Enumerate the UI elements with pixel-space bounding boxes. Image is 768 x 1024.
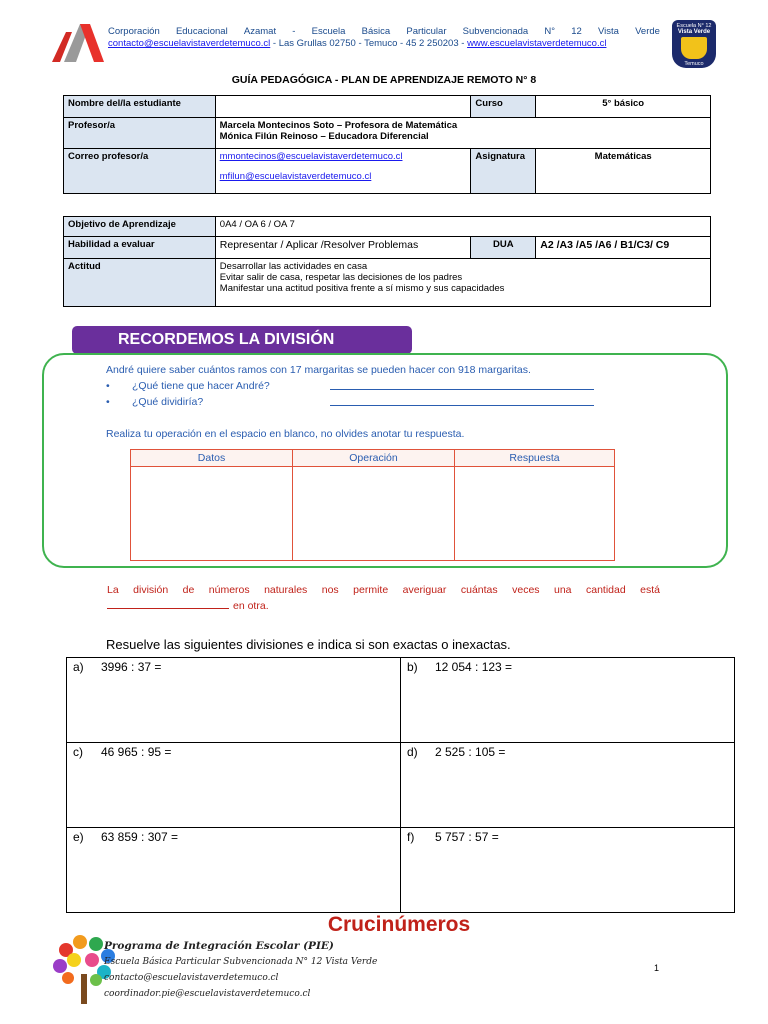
header-word: Escuela	[311, 26, 346, 37]
exercise-label: c)	[73, 745, 83, 759]
column-header-datos: Datos	[131, 450, 293, 467]
exercise-f[interactable]	[401, 828, 735, 913]
attitude-label: Actitud	[64, 259, 216, 307]
table-row	[64, 259, 711, 307]
answer-line-2[interactable]	[330, 394, 594, 406]
exercise-expr: 12 054 : 123 =	[435, 660, 513, 674]
header-word: -	[292, 26, 296, 37]
exercise-instruction: Resuelve las siguientes divisiones e indica si son exactas o inexactas.	[106, 637, 511, 652]
definition-end: en otra.	[233, 600, 269, 612]
dua-value: A2 /A3 /A5 /A6 / B1/C3/ C9	[536, 237, 711, 259]
pie-email-2[interactable]: coordinador.pie@escuelavistaverdetemuco.cl	[104, 989, 311, 999]
exercise-a[interactable]	[67, 658, 401, 743]
exercise-expr: 5 757 : 57 =	[435, 830, 499, 844]
problem-text	[106, 362, 666, 410]
school-crest	[672, 20, 716, 68]
header-word: 12	[571, 26, 582, 37]
teacher-label: Profesor/a	[64, 118, 216, 149]
course-label: Curso	[471, 96, 536, 118]
school-header	[108, 26, 660, 50]
attitude-2: Evitar salir de casa, respetar las decisiones de los padres	[219, 272, 463, 283]
crest-bottom-text: Temuco	[684, 61, 704, 67]
header-word: Subvencionada	[462, 26, 529, 37]
column-header-respuesta: Respuesta	[455, 450, 615, 467]
crest-shield-icon	[681, 37, 707, 59]
question-1: ¿Qué tiene que hacer André?	[132, 380, 270, 392]
table-row	[64, 96, 711, 118]
exercise-expr: 63 859 : 307 =	[101, 830, 179, 844]
teacher-1: Marcela Montecinos Soto – Profesora de Matemática	[219, 120, 458, 131]
answer-line-1[interactable]	[330, 378, 594, 390]
table-row	[67, 658, 735, 743]
definition-blank[interactable]	[107, 599, 229, 609]
teacher-2: Mónica Filún Reinoso – Educadora Diferencial	[219, 131, 429, 142]
column-header-operacion: Operación	[293, 450, 455, 467]
crest-title: Vista Verde	[677, 29, 711, 35]
subject-label: Asignatura	[471, 149, 536, 194]
header-word: Educacional	[175, 26, 228, 37]
exercise-label: a)	[73, 660, 84, 674]
exercise-expr: 3996 : 37 =	[101, 660, 162, 674]
teacher-names	[215, 118, 710, 149]
teacher-email-2[interactable]: mfilun@escuelavistaverdetemuco.cl	[219, 171, 372, 182]
instruction-text: Realiza tu operación en el espacio en blanco, no olvides anotar tu respuesta.	[106, 428, 465, 440]
header-word: Corporación	[108, 26, 160, 37]
table-row	[64, 118, 711, 149]
skill-label: Habilidad a evaluar	[64, 237, 216, 259]
azamat-logo	[50, 22, 104, 64]
course-value: 5° básico	[536, 96, 711, 118]
subject-value: Matemáticas	[536, 149, 711, 194]
table-row	[131, 467, 615, 561]
crest-top-text: Escuela N° 12	[676, 23, 712, 29]
website-link[interactable]: www.escuelavistaverdetemuco.cl	[467, 38, 607, 49]
objectives-table	[63, 216, 711, 307]
exercise-b[interactable]	[401, 658, 735, 743]
exercise-label: e)	[73, 830, 84, 844]
teacher-emails	[215, 149, 471, 194]
exercise-expr: 2 525 : 105 =	[435, 745, 506, 759]
page-number: 1	[654, 963, 660, 973]
datos-cell[interactable]	[131, 467, 293, 561]
header-word: Básica	[361, 26, 391, 37]
contact-line	[108, 38, 660, 50]
exercise-e[interactable]	[67, 828, 401, 913]
header-word: N°	[544, 26, 556, 37]
pie-email-1[interactable]: contacto@escuelavistaverdetemuco.cl	[104, 973, 279, 983]
document-title: GUÍA PEDAGÓGICA - PLAN DE APRENDIZAJE REMOTO N° 8	[231, 74, 537, 86]
question-2: ¿Qué dividiría?	[132, 396, 204, 408]
header-word: Azamat	[243, 26, 277, 37]
table-row	[64, 237, 711, 259]
bullet-icon: •	[106, 396, 110, 408]
contact-email-link[interactable]: contacto@escuelavistaverdetemuco.cl	[108, 38, 271, 49]
bullet-icon: •	[106, 380, 110, 392]
student-label: Nombre del/la estudiante	[64, 96, 216, 118]
objective-value: 0A4 / OA 6 / OA 7	[215, 217, 710, 237]
question-row-1	[106, 378, 666, 394]
header-word: Verde	[635, 26, 660, 37]
table-row	[67, 743, 735, 828]
student-info-table	[63, 95, 711, 194]
definition-line-1: La división de números naturales nos permite averiguar cuántas veces una cantidad está	[107, 584, 660, 596]
operacion-cell[interactable]	[293, 467, 455, 561]
skill-value: Representar / Aplicar /Resolver Problemas	[215, 237, 471, 259]
pie-title: Programa de Integración Escolar (PIE)	[104, 940, 334, 952]
pie-school: Escuela Básica Particular Subvencionada N° 12 Vista Verde	[104, 957, 378, 967]
table-row	[67, 828, 735, 913]
exercise-label: b)	[407, 660, 418, 674]
attitude-values	[215, 259, 710, 307]
exercise-d[interactable]	[401, 743, 735, 828]
question-row-2	[106, 394, 666, 410]
table-row	[64, 217, 711, 237]
definition-line-2	[107, 599, 269, 612]
exercise-label: f)	[407, 830, 415, 844]
header-word: Vista	[597, 26, 619, 37]
respuesta-cell[interactable]	[455, 467, 615, 561]
exercise-label: d)	[407, 745, 418, 759]
teacher-email-1[interactable]: mmontecinos@escuelavistaverdetemuco.cl	[219, 151, 403, 162]
header-word: Particular	[406, 26, 447, 37]
attitude-1: Desarrollar las actividades en casa	[219, 261, 368, 272]
dua-label: DUA	[471, 237, 536, 259]
email-label: Correo profesor/a	[64, 149, 216, 194]
crucinumeros-title: Crucinúmeros	[327, 913, 471, 936]
address-text: - Las Grullas 02750 - Temuco - 45 2 250203 -	[270, 38, 468, 49]
operation-table	[130, 449, 615, 561]
exercises-table	[66, 657, 735, 913]
exercise-expr: 46 965 : 95 =	[101, 745, 172, 759]
objective-label: Objetivo de Aprendizaje	[64, 217, 216, 237]
section-banner: RECORDEMOS LA DIVISIÓN	[72, 326, 412, 354]
exercise-c[interactable]	[67, 743, 401, 828]
problem-statement: André quiere saber cuántos ramos con 17 margaritas se pueden hacer con 918 margaritas.	[106, 364, 531, 376]
student-name-field[interactable]	[215, 96, 471, 118]
table-row	[131, 450, 615, 467]
institution-line	[108, 26, 660, 38]
attitude-3: Manifestar una actitud positiva frente a sí mismo y sus capacidades	[219, 283, 505, 294]
table-row	[64, 149, 711, 194]
pie-footer	[104, 938, 377, 1002]
